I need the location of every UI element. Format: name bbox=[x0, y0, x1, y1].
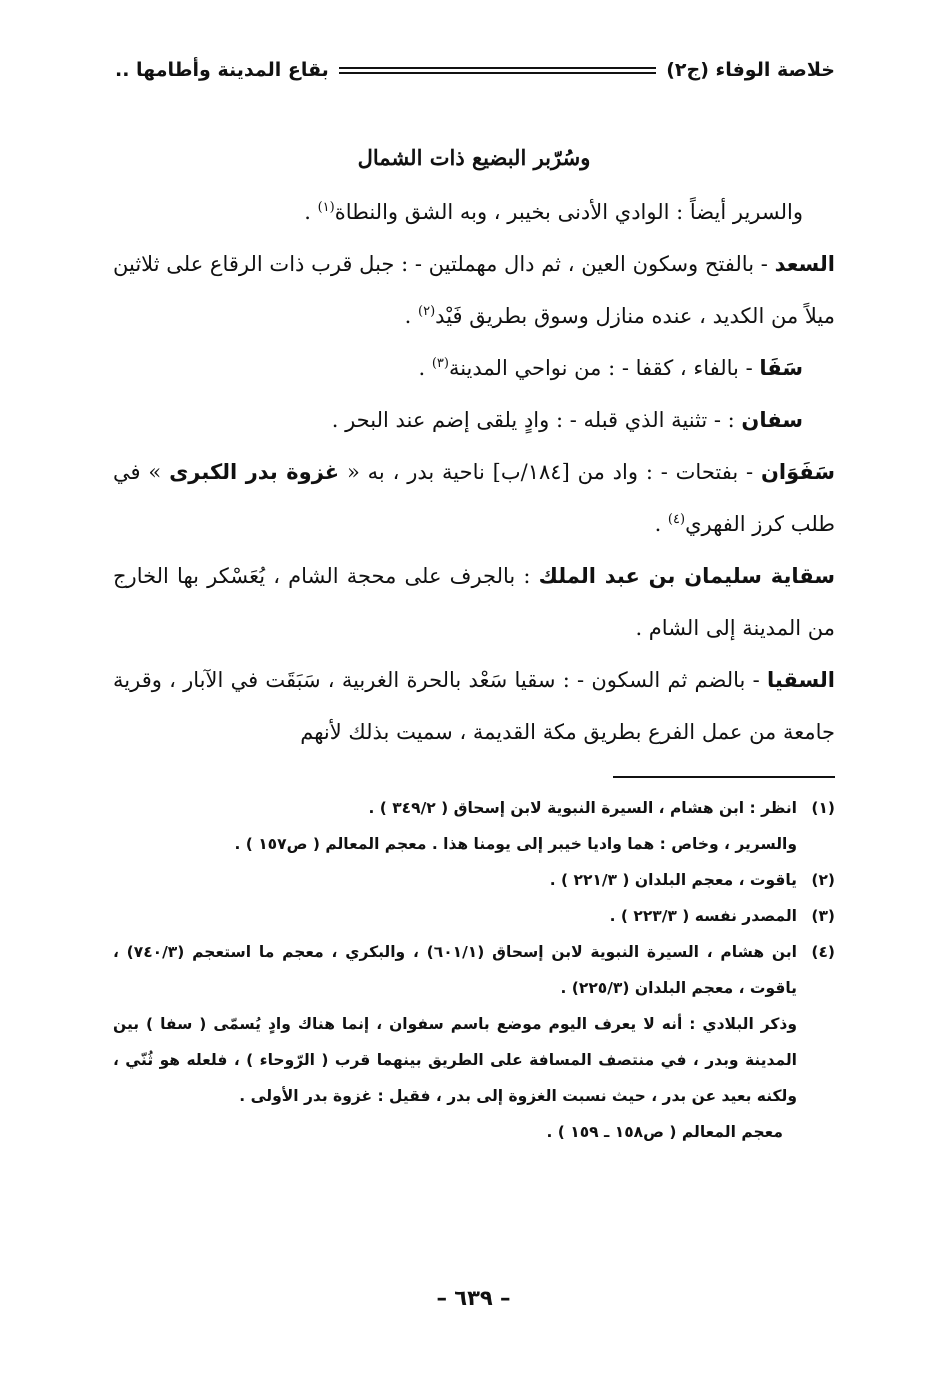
entry-term: سَفَا bbox=[759, 356, 803, 380]
entry-text-cont: » في طلب كرز الفهري bbox=[113, 460, 835, 536]
header-rule bbox=[339, 67, 656, 74]
entry-term: سفان bbox=[741, 408, 803, 432]
paragraph-end: . bbox=[304, 200, 318, 224]
main-text bbox=[113, 132, 835, 758]
entry-safawan bbox=[113, 446, 835, 550]
footnote-3 bbox=[113, 898, 835, 934]
entry-saad bbox=[113, 238, 835, 342]
entry-safan bbox=[113, 394, 835, 446]
footnote-line: المصدر نفسه ( ٢٢٣/٣ ) . bbox=[609, 907, 797, 925]
entry-siqaya bbox=[113, 550, 835, 654]
footnote-number: (٢) bbox=[811, 871, 835, 889]
footnote-line: انظر : ابن هشام ، السيرة النبوية لابن إسحاق ( ٣٤٩/٢ ) . bbox=[368, 799, 797, 817]
footnote-ref: (١) bbox=[317, 200, 335, 215]
paragraph-text: والسرير أيضاً : الوادي الأدنى بخيبر ، وبه الشق والنطاة bbox=[334, 200, 803, 224]
footnote-line: معجم المعالم ( ص١٥٨ ـ ١٥٩ ) . bbox=[546, 1123, 783, 1141]
entry-end: . bbox=[404, 304, 419, 328]
footnote-ref: (٣) bbox=[431, 356, 449, 371]
entry-term-battle: غزوة بدر الكبرى bbox=[169, 460, 340, 484]
header-section-title: بقاع المدينة وأطامها .. bbox=[115, 59, 329, 81]
entry-term: السعد bbox=[774, 252, 835, 276]
footnote-2 bbox=[113, 862, 835, 898]
footnotes bbox=[113, 790, 835, 1150]
verse-line: وسُرّبر البضيع ذات الشمال bbox=[357, 145, 591, 170]
entry-safa bbox=[113, 342, 835, 394]
footnote-line: وذكر البلادي : أنه لا يعرف اليوم موضع باسم سفوان ، إنما هناك وادٍ يُسمّى ( سفا ) بين المدينة وبدر ، في منتصف المسافة على الطريق بينهما قرب ( الرّوحاء ) ، فلعله هو ثُنّي ، ولكنه بعيد عن بدر ، حيث نسبت الغزوة إلى بدر ، فقيل : غزوة بدر الأولى . bbox=[113, 1015, 797, 1105]
entry-text: - بفتحات - : واد من [١٨٤/ب] ناحية بدر ، به « bbox=[339, 460, 761, 484]
footnote-number: (١) bbox=[811, 799, 835, 817]
page-number: – ٦٣٩ – bbox=[436, 1286, 511, 1310]
entry-text: - بالضم ثم السكون - : سقيا سَعْد بالحرة الغربية ، سَبَقَت في الآبار ، وقرية جامعة من عمل الفرع بطريق مكة القديمة ، سميت بذلك لأنهم bbox=[113, 668, 835, 744]
entry-text: - بالفتح وسكون العين ، ثم دال مهملتين - : جبل قرب ذات الرقاع على ثلاثين ميلاً من الكديد ، عنده منازل وسوق بطريق فَيْد bbox=[113, 252, 835, 328]
running-header bbox=[115, 50, 835, 90]
footnote-number: (٣) bbox=[811, 907, 835, 925]
footnote-4 bbox=[113, 934, 835, 1006]
footnote-separator bbox=[613, 776, 835, 778]
entry-term: سَفَوَان bbox=[760, 460, 836, 484]
entry-text: : بالجرف على محجة الشام ، يُعَسْكر بها الخارج من المدينة إلى الشام . bbox=[113, 564, 835, 640]
footnote-ref: (٤) bbox=[667, 512, 686, 527]
footnote-line: والسرير ، وخاص : هما واديا خيبر إلى يومنا هذا . معجم المعالم ( ص١٥٧ ) . bbox=[234, 835, 797, 853]
entry-end: . bbox=[654, 512, 668, 536]
footnote-line: ابن هشام ، السيرة النبوية لابن إسحاق (٦٠١/١) ، والبكري ، معجم ما استعجم (٧٤٠/٣) ، ياقوت ، معجم البلدان (٢٢٥/٣) . bbox=[113, 943, 797, 997]
entry-term: السقيا bbox=[766, 668, 835, 692]
footnote-line: ياقوت ، معجم البلدان ( ٢٢١/٣ ) . bbox=[549, 871, 797, 889]
entry-term: سقاية سليمان بن عبد الملك bbox=[538, 564, 835, 588]
entry-end: . bbox=[418, 356, 432, 380]
entry-text: - بالفاء ، كقفا - : من نواحي المدينة bbox=[448, 356, 760, 380]
footnote-number: (٤) bbox=[811, 943, 835, 961]
footnote-1 bbox=[113, 790, 835, 862]
footnote-4-continuation bbox=[113, 1006, 835, 1150]
entry-suqya bbox=[113, 654, 835, 758]
footnote-ref: (٢) bbox=[418, 304, 436, 319]
paragraph-sarir bbox=[113, 186, 835, 238]
entry-text: : - تثنية الذي قبله - : وادٍ يلقى إضم عند البحر . bbox=[331, 408, 742, 432]
header-book-title: خلاصة الوفاء (ج٢) bbox=[666, 59, 835, 81]
